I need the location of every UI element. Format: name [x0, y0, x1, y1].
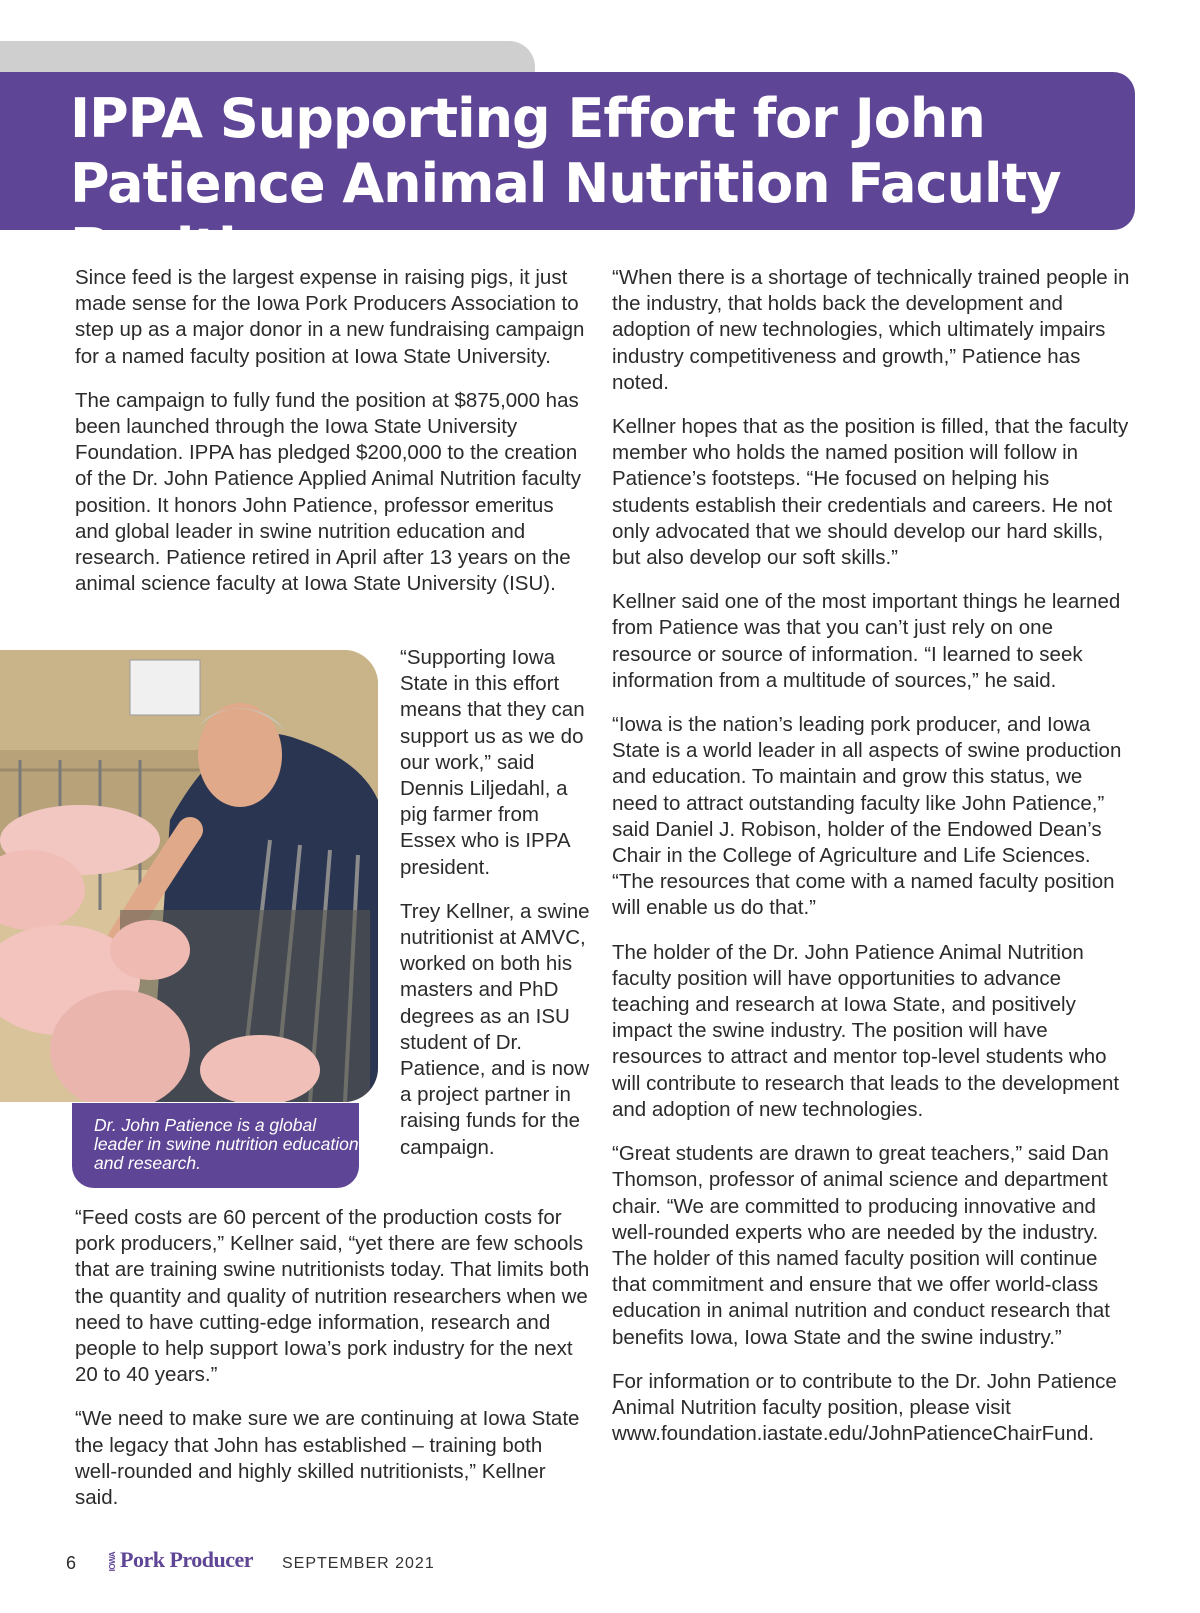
paragraph: “Supporting Iowa State in this effort means that they can support us as we do our work,” said Dennis Liljedahl, a pig farmer from Essex who is IPPA president. — [400, 646, 585, 879]
article-title: IPPA Supporting Effort for John Patience Animal Nutrition Faculty Position — [70, 87, 1061, 280]
paragraph: “Great students are drawn to great teachers,” said Dan Thomson, professor of animal science and department chair. “We are committed to producing innovative and well-rounded experts who are needed by the industry. The holder of this named faculty position will continue that commitment and ensure that we offer world-class education in animal nutrition and conduct research that benefits Iowa, Iowa State and the swine industry.” — [612, 1142, 1111, 1349]
photo-caption: Dr. John Patience is a global leader in swine nutrition education and research. — [72, 1103, 359, 1188]
paragraph: For information or to contribute to the Dr. John Patience Animal Nutrition faculty position, please visit www.foundation.iastate.edu/JohnPatienceChairFund. — [612, 1369, 1117, 1446]
paragraph: Since feed is the largest expense in raising pigs, it just made sense for the Iowa Pork Producers Association to step up as a major donor in a new fundraising campaign for a named faculty position at Iowa State University. — [75, 266, 585, 368]
photo-illustration — [0, 650, 378, 1102]
logo-state-label: IOWA — [108, 1552, 117, 1572]
page-number: 6 — [66, 1553, 77, 1573]
paragraph: Kellner said one of the most important things he learned from Patience was that you can’t just rely on one resource or source of information. “I learned to seek information from a multitude of sources,” he said. — [612, 590, 1121, 692]
logo-text: Pork Producer — [120, 1547, 254, 1572]
wrap-column — [356, 645, 596, 1179]
issue-date: SEPTEMBER 2021 — [282, 1555, 435, 1572]
paragraph: “Feed costs are 60 percent of the production costs for pork producers,” Kellner said, “yet there are few schools that are training swine nutritionists today. That limits both the quantity and quality of nutrition researchers when we need to have cutting-edge information, research and people to help support Iowa’s pork industry for the next 20 to 40 years.” — [75, 1206, 590, 1387]
left-column — [75, 265, 590, 615]
right-column — [612, 265, 1132, 1465]
paragraph: “When there is a shortage of technically trained people in the industry, that holds back the development and adoption of new technologies, which ultimately impairs industry competitiveness and growth,” Patience has noted. — [612, 266, 1130, 394]
paragraph: Trey Kellner, a swine nutritionist at AMVC, worked on both his masters and PhD degrees as an ISU student of Dr. Patience, and is now a project partner in raising funds for the campaign. — [400, 899, 590, 1159]
publication-logo — [108, 1547, 253, 1573]
paragraph: “We need to make sure we are continuing at Iowa State the legacy that John has established – training both well-rounded and highly skilled nutritionists,” Kellner said. — [75, 1407, 580, 1510]
paragraph: The campaign to fully fund the position at $875,000 has been launched through the Iowa State University Foundation. IPPA has pledged $200,000 to the creation of the Dr. John Patience Applied Animal Nutrition faculty position. It honors John Patience, professor emeritus and global leader in swine nutrition education and research. Patience retired in April after 13 years on the animal science faculty at Iowa State University (ISU). — [75, 388, 581, 596]
article-photo — [0, 650, 378, 1102]
paragraph: The holder of the Dr. John Patience Animal Nutrition faculty position will have opportunities to advance teaching and research at Iowa State, and positively impact the swine industry. The position will have resources to attract and mentor top-level students who will contribute to research that leads to the development and adoption of new technologies. — [612, 940, 1120, 1121]
paragraph: “Iowa is the nation’s leading pork producer, and Iowa State is a world leader in all aspects of swine production and education. To maintain and grow this status, we need to attract outstanding faculty like John Patience,” said Daniel J. Robison, holder of the Endowed Dean’s Chair in the College of Agriculture and Life Sciences. “The resources that come with a named faculty position will enable us do that.” — [612, 713, 1122, 920]
paragraph: Kellner hopes that as the position is filled, that the faculty member who holds the named position will follow in Patience’s footsteps. “He focused on helping his students establish their credentials and careers. He not only advocated that we should develop our hard skills, but also develop our soft skills.” — [612, 415, 1129, 570]
left-column-bottom — [75, 1205, 590, 1529]
